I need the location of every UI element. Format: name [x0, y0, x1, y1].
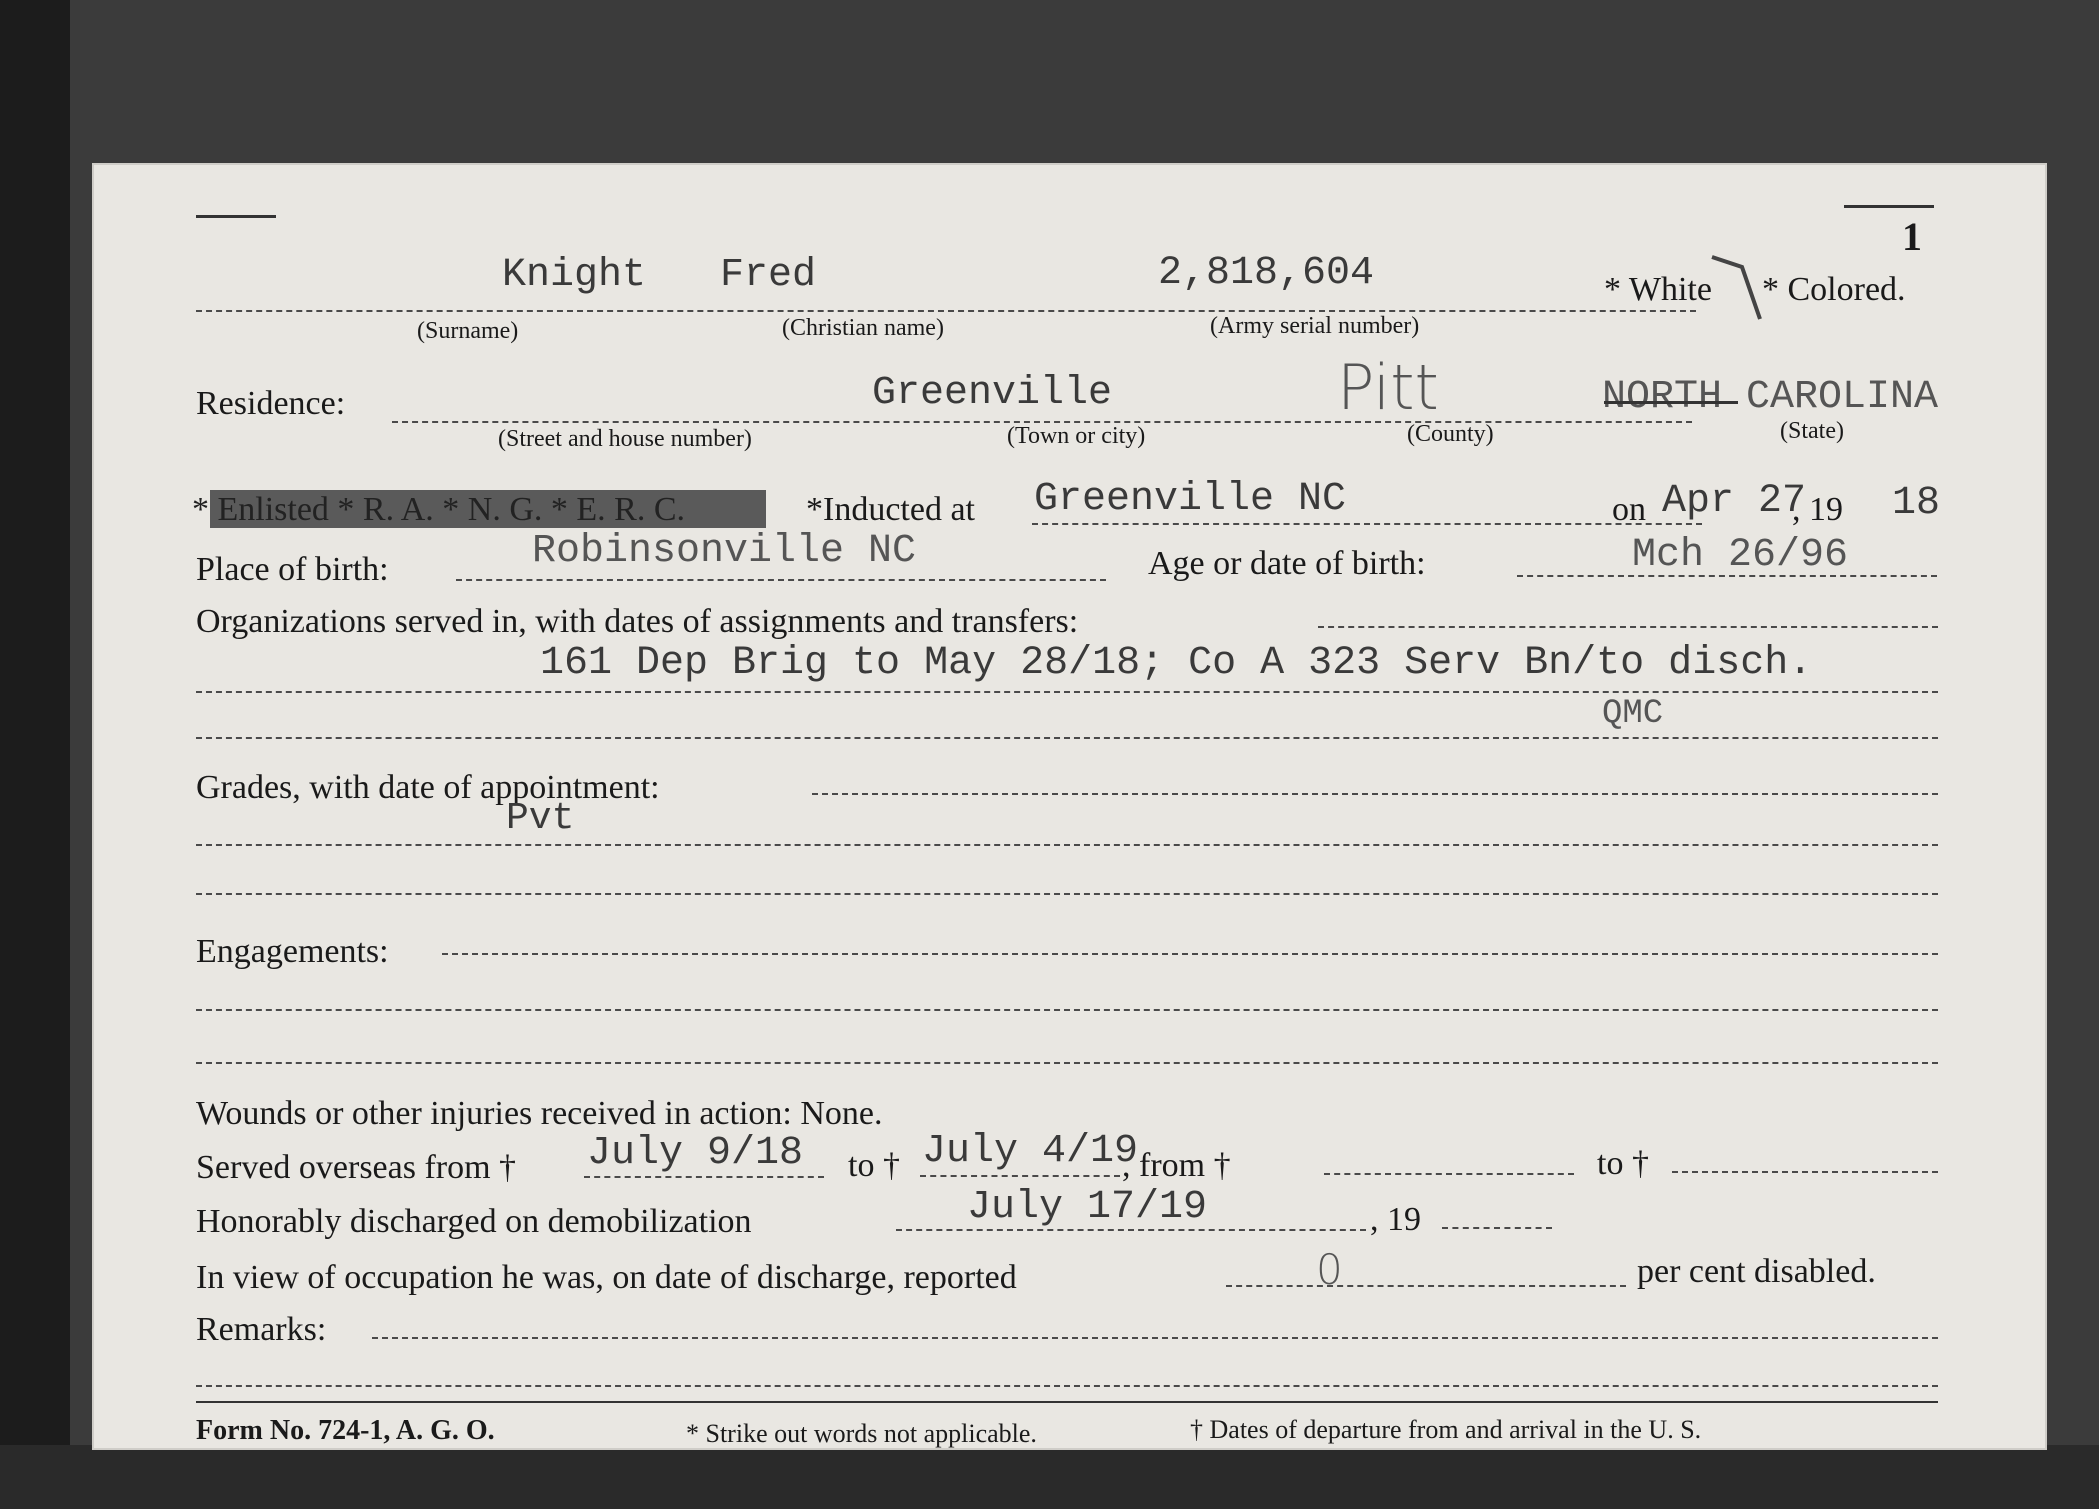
serial-number-caption: (Army serial number)	[1210, 313, 1420, 339]
christian-name-value: Fred	[720, 253, 817, 298]
discharge-year-line	[1442, 1227, 1552, 1229]
remarks-line-0	[372, 1337, 1938, 1339]
overseas-to-line	[920, 1175, 1120, 1177]
scan-background-bottom	[0, 1445, 2099, 1509]
birth-date-value: Mch 26/96	[1632, 533, 1849, 578]
overseas-from-value: July 9/18	[587, 1131, 804, 1176]
remarks-label: Remarks:	[196, 1311, 327, 1348]
race-strike-mark	[1702, 247, 1772, 327]
engagements-line-1	[196, 1009, 1938, 1011]
organizations-line-1	[196, 691, 1938, 693]
overseas-to2-label: to †	[1597, 1145, 1649, 1182]
age-line	[1517, 575, 1937, 577]
discharged-label: Honorably discharged on demobilization	[196, 1203, 752, 1240]
scan-background-left	[0, 0, 70, 1509]
inducted-date-value: Apr 27	[1662, 479, 1807, 524]
surname-value: Knight	[502, 253, 647, 298]
disabled-label: per cent disabled.	[1637, 1253, 1876, 1290]
overseas-from2-label: , from †	[1122, 1147, 1231, 1184]
strike-note: * Strike out words not applicable.	[686, 1419, 1037, 1448]
corner-rule	[196, 215, 276, 218]
grades-line-2	[196, 893, 1938, 895]
age-label: Age or date of birth:	[1148, 545, 1426, 582]
race-colored-label: * Colored.	[1762, 271, 1906, 308]
card-number-rule	[1844, 205, 1934, 208]
birthplace-label: Place of birth:	[196, 551, 389, 588]
form-number: Form No. 724-1, A. G. O.	[196, 1415, 495, 1446]
overseas-from2-line	[1324, 1173, 1574, 1175]
name-line	[196, 310, 1696, 312]
enlisted-options: * Enlisted * R. A. * N. G. * E. R. C.	[192, 491, 686, 528]
overseas-to-label: to †	[848, 1147, 900, 1184]
state-strike	[1604, 401, 1738, 404]
town-value: Greenville	[872, 371, 1113, 416]
discharge-year-label: , 19	[1370, 1201, 1421, 1238]
serial-number-value: 2,818,604	[1158, 251, 1375, 296]
surname-caption: (Surname)	[417, 318, 519, 344]
disability-value: 0	[1316, 1245, 1343, 1294]
wounds-label: Wounds or other injuries received in action: None.	[196, 1095, 883, 1132]
overseas-to-value: July 4/19	[922, 1129, 1139, 1174]
grade-value: Pvt	[506, 797, 575, 840]
service-record-card	[92, 163, 2047, 1450]
occupation-label: In view of occupation he was, on date of discharge, reported	[196, 1259, 1017, 1296]
inducted-year-value: 18	[1892, 481, 1941, 526]
county-caption: (County)	[1407, 421, 1494, 447]
state-value: NORTH CAROLINA	[1602, 375, 1939, 420]
inducted-place-value: Greenville NC	[1034, 477, 1347, 522]
disability-line	[1226, 1285, 1626, 1287]
overseas-to2-line	[1672, 1171, 1938, 1173]
overseas-from-line	[584, 1176, 824, 1178]
inducted-line	[1032, 523, 1702, 525]
dates-note: † Dates of departure from and arrival in the U. S.	[1190, 1415, 1702, 1444]
engagements-label: Engagements:	[196, 933, 389, 970]
grades-label: Grades, with date of appointment:	[196, 769, 660, 806]
footer-rule	[196, 1401, 1938, 1403]
birthplace-value: Robinsonville NC	[532, 529, 917, 574]
christian-name-caption: (Christian name)	[782, 315, 944, 341]
on-label: on	[1612, 491, 1646, 528]
grades-line-1	[196, 844, 1938, 846]
town-caption: (Town or city)	[1007, 423, 1146, 449]
organizations-value-2: QMC	[1602, 695, 1664, 733]
organizations-line-2	[196, 737, 1938, 739]
organizations-line-0	[1318, 626, 1938, 628]
street-caption: (Street and house number)	[498, 426, 752, 452]
birthplace-line	[456, 579, 1106, 581]
year-prefix: , 19	[1792, 491, 1843, 528]
overseas-label: Served overseas from †	[196, 1149, 517, 1186]
engagements-line-0	[442, 953, 1938, 955]
discharge-date-value: July 17/19	[967, 1185, 1208, 1230]
grades-line-0	[812, 793, 1938, 795]
state-caption: (State)	[1780, 418, 1844, 444]
residence-label: Residence:	[196, 385, 346, 422]
remarks-line-1	[196, 1385, 1938, 1387]
race-white-label: * White	[1604, 271, 1712, 308]
inducted-label: *Inducted at	[806, 491, 975, 528]
engagements-line-2	[196, 1062, 1938, 1064]
discharge-line	[896, 1229, 1366, 1231]
county-value: Pitt	[1337, 351, 1439, 424]
organizations-label: Organizations served in, with dates of assignments and transfers:	[196, 603, 1079, 640]
card-number: 1	[1902, 214, 1922, 259]
organizations-value-1: 161 Dep Brig to May 28/18; Co A 323 Serv Bn/to disch.	[540, 641, 1813, 686]
